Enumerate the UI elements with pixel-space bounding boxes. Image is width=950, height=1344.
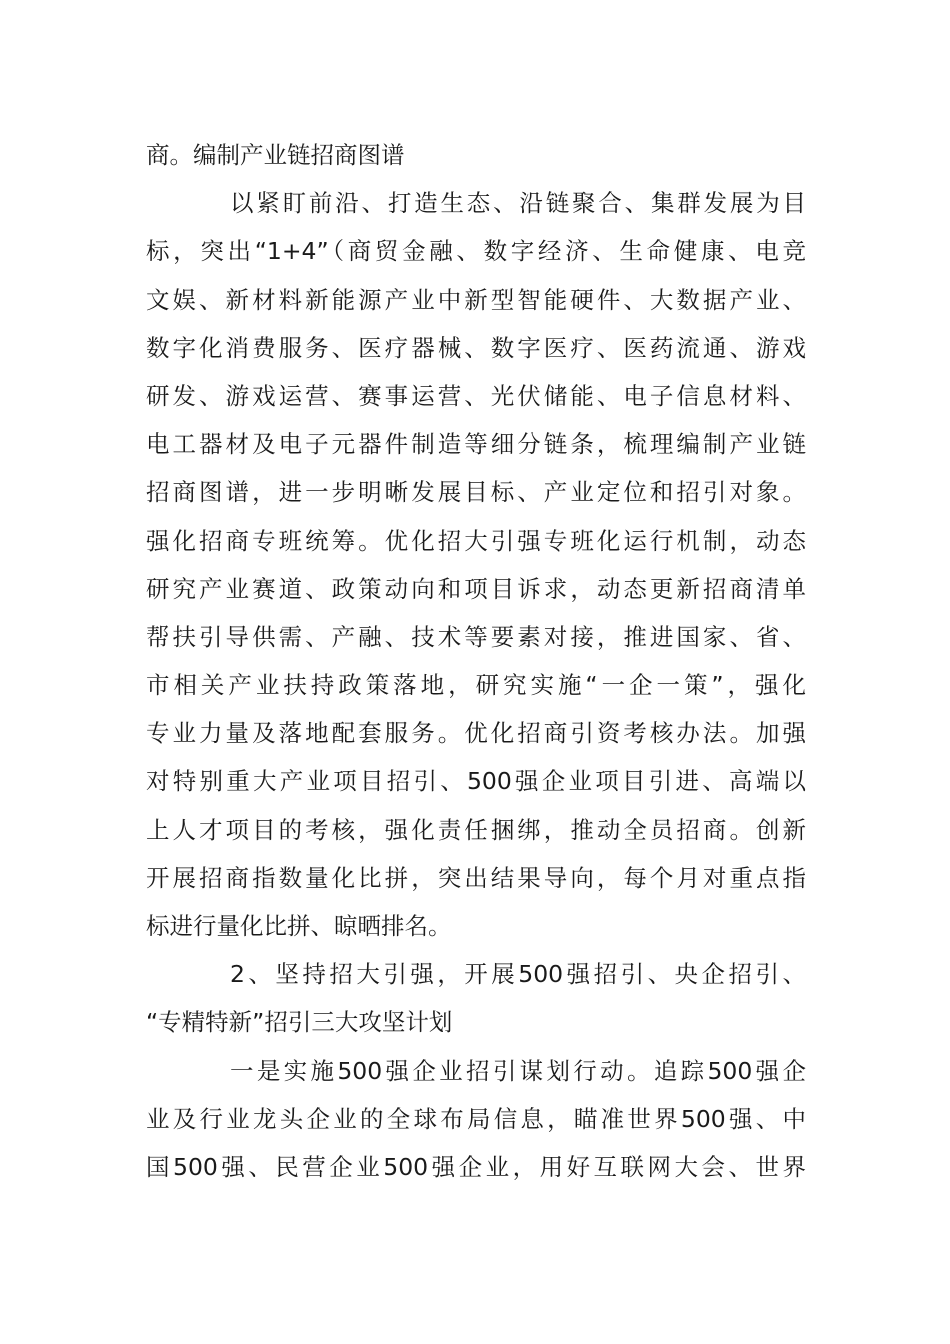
text-line: 一是实施500强企业招引谋划行动。追踪500强企 — [230, 1056, 806, 1085]
text-line: 业及行业龙头企业的全球布局信息，瞄准世界500强、中 — [146, 1104, 806, 1133]
text-line: 帮扶引导供需、产融、技术等要素对接，推进国家、省、 — [146, 622, 806, 651]
text-line: 标进行量化比拼、晾晒排名。 — [146, 912, 452, 940]
text-line: 以紧盯前沿、打造生态、沿链聚合、集群发展为目 — [230, 189, 806, 218]
section-heading-line: “专精特新”招引三大攻坚计划 — [146, 1008, 453, 1037]
text-line: 对特别重大产业项目招引、500强企业项目引进、高端以 — [146, 767, 806, 796]
text-line: 研究产业赛道、政策动向和项目诉求，动态更新招商清单 — [146, 574, 806, 603]
section-heading-line: 2、坚持招大引强，开展500强招引、央企招引、 — [230, 960, 806, 989]
text-line: 电工器材及电子元器件制造等细分链条，梳理编制产业链 — [146, 430, 806, 459]
text-line: 招商图谱，进一步明晰发展目标、产业定位和招引对象。 — [146, 478, 806, 507]
text-line: 国500强、民营企业500强企业，用好互联网大会、世界 — [146, 1152, 806, 1181]
text-line: 强化招商专班统筹。优化招大引强专班化运行机制，动态 — [146, 526, 806, 555]
text-line: 数字化消费服务、医疗器械、数字医疗、医药流通、游戏 — [146, 333, 806, 362]
text-line: 研发、游戏运营、赛事运营、光伏储能、电子信息材料、 — [146, 381, 806, 410]
text-line: 商。编制产业链招商图谱 — [146, 141, 405, 169]
text-line: 开展招商指数量化比拼，突出结果导向，每个月对重点指 — [146, 863, 806, 892]
text-line: 市相关产业扶持政策落地，研究实施“一企一策”，强化 — [146, 671, 806, 700]
document-body — [146, 131, 810, 1191]
text-line: 专业力量及落地配套服务。优化招商引资考核办法。加强 — [146, 719, 806, 748]
text-line: 上人才项目的考核，强化责任捆绑，推动全员招商。创新 — [146, 815, 806, 844]
text-line: 标，突出“1+4”（商贸金融、数字经济、生命健康、电竞 — [146, 237, 806, 266]
text-line: 文娱、新材料新能源产业中新型智能硬件、大数据产业、 — [146, 285, 806, 314]
